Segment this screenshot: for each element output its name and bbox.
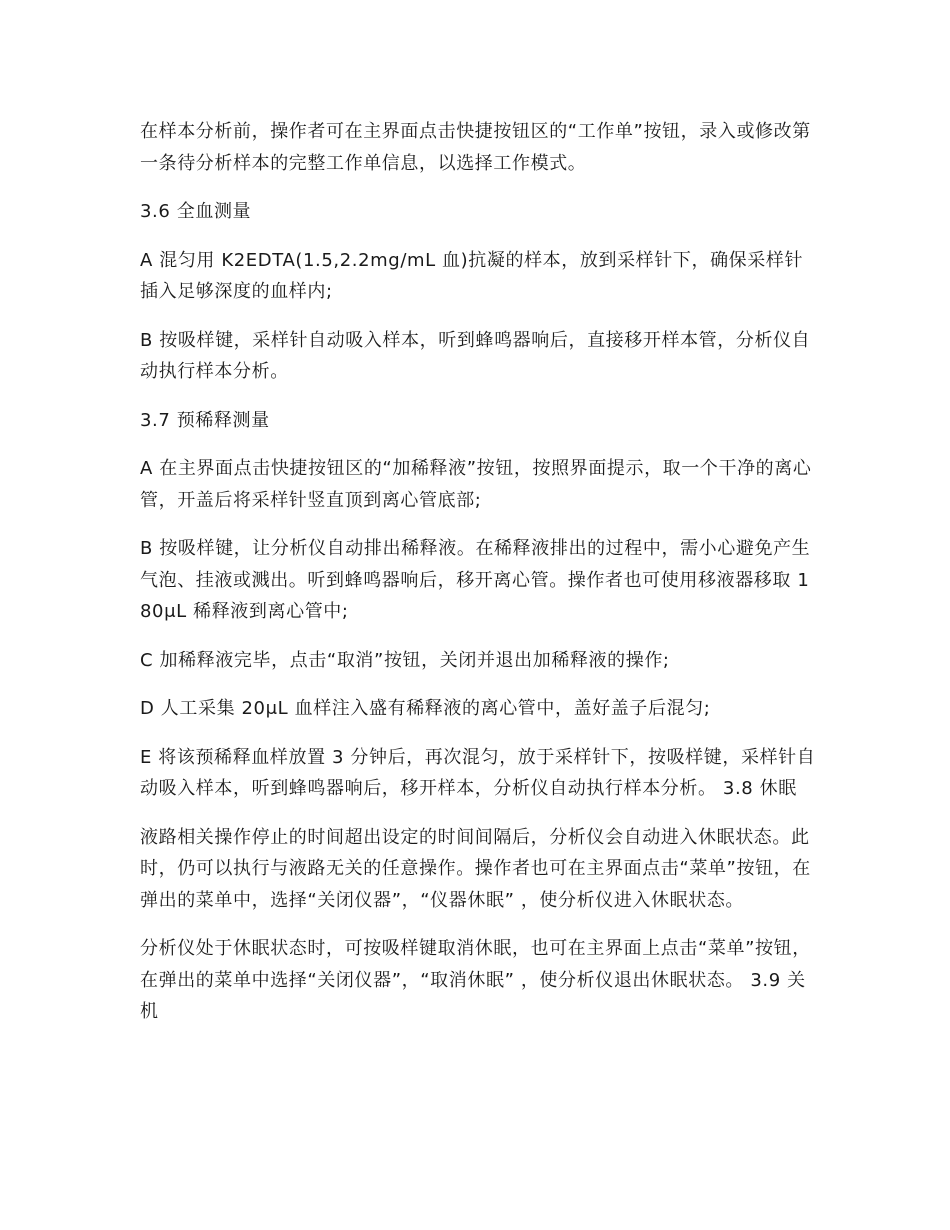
document-page <box>140 116 820 1045</box>
paragraph-predilute-step-e: E 将该预稀释血样放置 3 分钟后，再次混匀，放于采样针下，按吸样键，采样针自动吸入样本，听到蜂鸣器响后，移开样本，分析仪自动执行样本分析。 3.8 休眠 <box>140 746 816 799</box>
paragraph-predilute-step-d: D 人工采集 20μL 血样注入盛有稀释液的离心管中，盖好盖子后混匀; <box>140 698 711 719</box>
paragraph-predilute-step-a: A 在主界面点击快捷按钮区的“加稀释液”按钮，按照界面提示，取一个干净的离心管，开盖后将采样针竖直顶到离心管底部; <box>140 458 812 511</box>
paragraph-sleep-exit: 分析仪处于休眠状态时，可按吸样键取消休眠，也可在主界面上点击“菜单”按钮，在弹出的菜单中选择“关闭仪器”，“取消休眠” ，使分析仪退出休眠状态。 3.9 关机 <box>140 938 811 1022</box>
paragraph-predilute-step-c: C 加稀释液完毕，点击“取消”按钮，关闭并退出加稀释液的操作; <box>140 649 670 671</box>
section-heading-3-6: 3.6 全血测量 <box>140 201 252 222</box>
section-heading-3-7: 3.7 预稀释测量 <box>140 409 270 431</box>
paragraph-whole-blood-step-a: A 混匀用 K2EDTA(1.5,2.2mg/mL 血)抗凝的样本，放到采样针下，确保采样针插入足够深度的血样内; <box>140 249 804 302</box>
paragraph-whole-blood-step-b: B 按吸样键，采样针自动吸入样本，听到蜂鸣器响后，直接移开样本管，分析仪自动执行样本分析。 <box>140 329 811 382</box>
paragraph-sleep-enter: 液路相关操作停止的时间超出设定的时间间隔后，分析仪会自动进入休眠状态。此时，仍可以执行与液路无关的任意操作。操作者也可在主界面点击“菜单”按钮，在弹出的菜单中，选择“关闭仪器”，“仪器休眠” ，使分析仪进入休眠状态。 <box>140 826 811 911</box>
paragraph-predilute-step-b: B 按吸样键，让分析仪自动排出稀释液。在稀释液排出的过程中，需小心避免产生气泡、挂液或溅出。听到蜂鸣器响后，移开离心管。操作者也可使用移液器移取 180μL 稀释液到离心管中; <box>140 538 811 622</box>
paragraph-worksheet-intro: 在样本分析前，操作者可在主界面点击快捷按钮区的“工作单”按钮，录入或修改第一条待分析样本的完整工作单信息，以选择工作模式。 <box>140 121 811 174</box>
